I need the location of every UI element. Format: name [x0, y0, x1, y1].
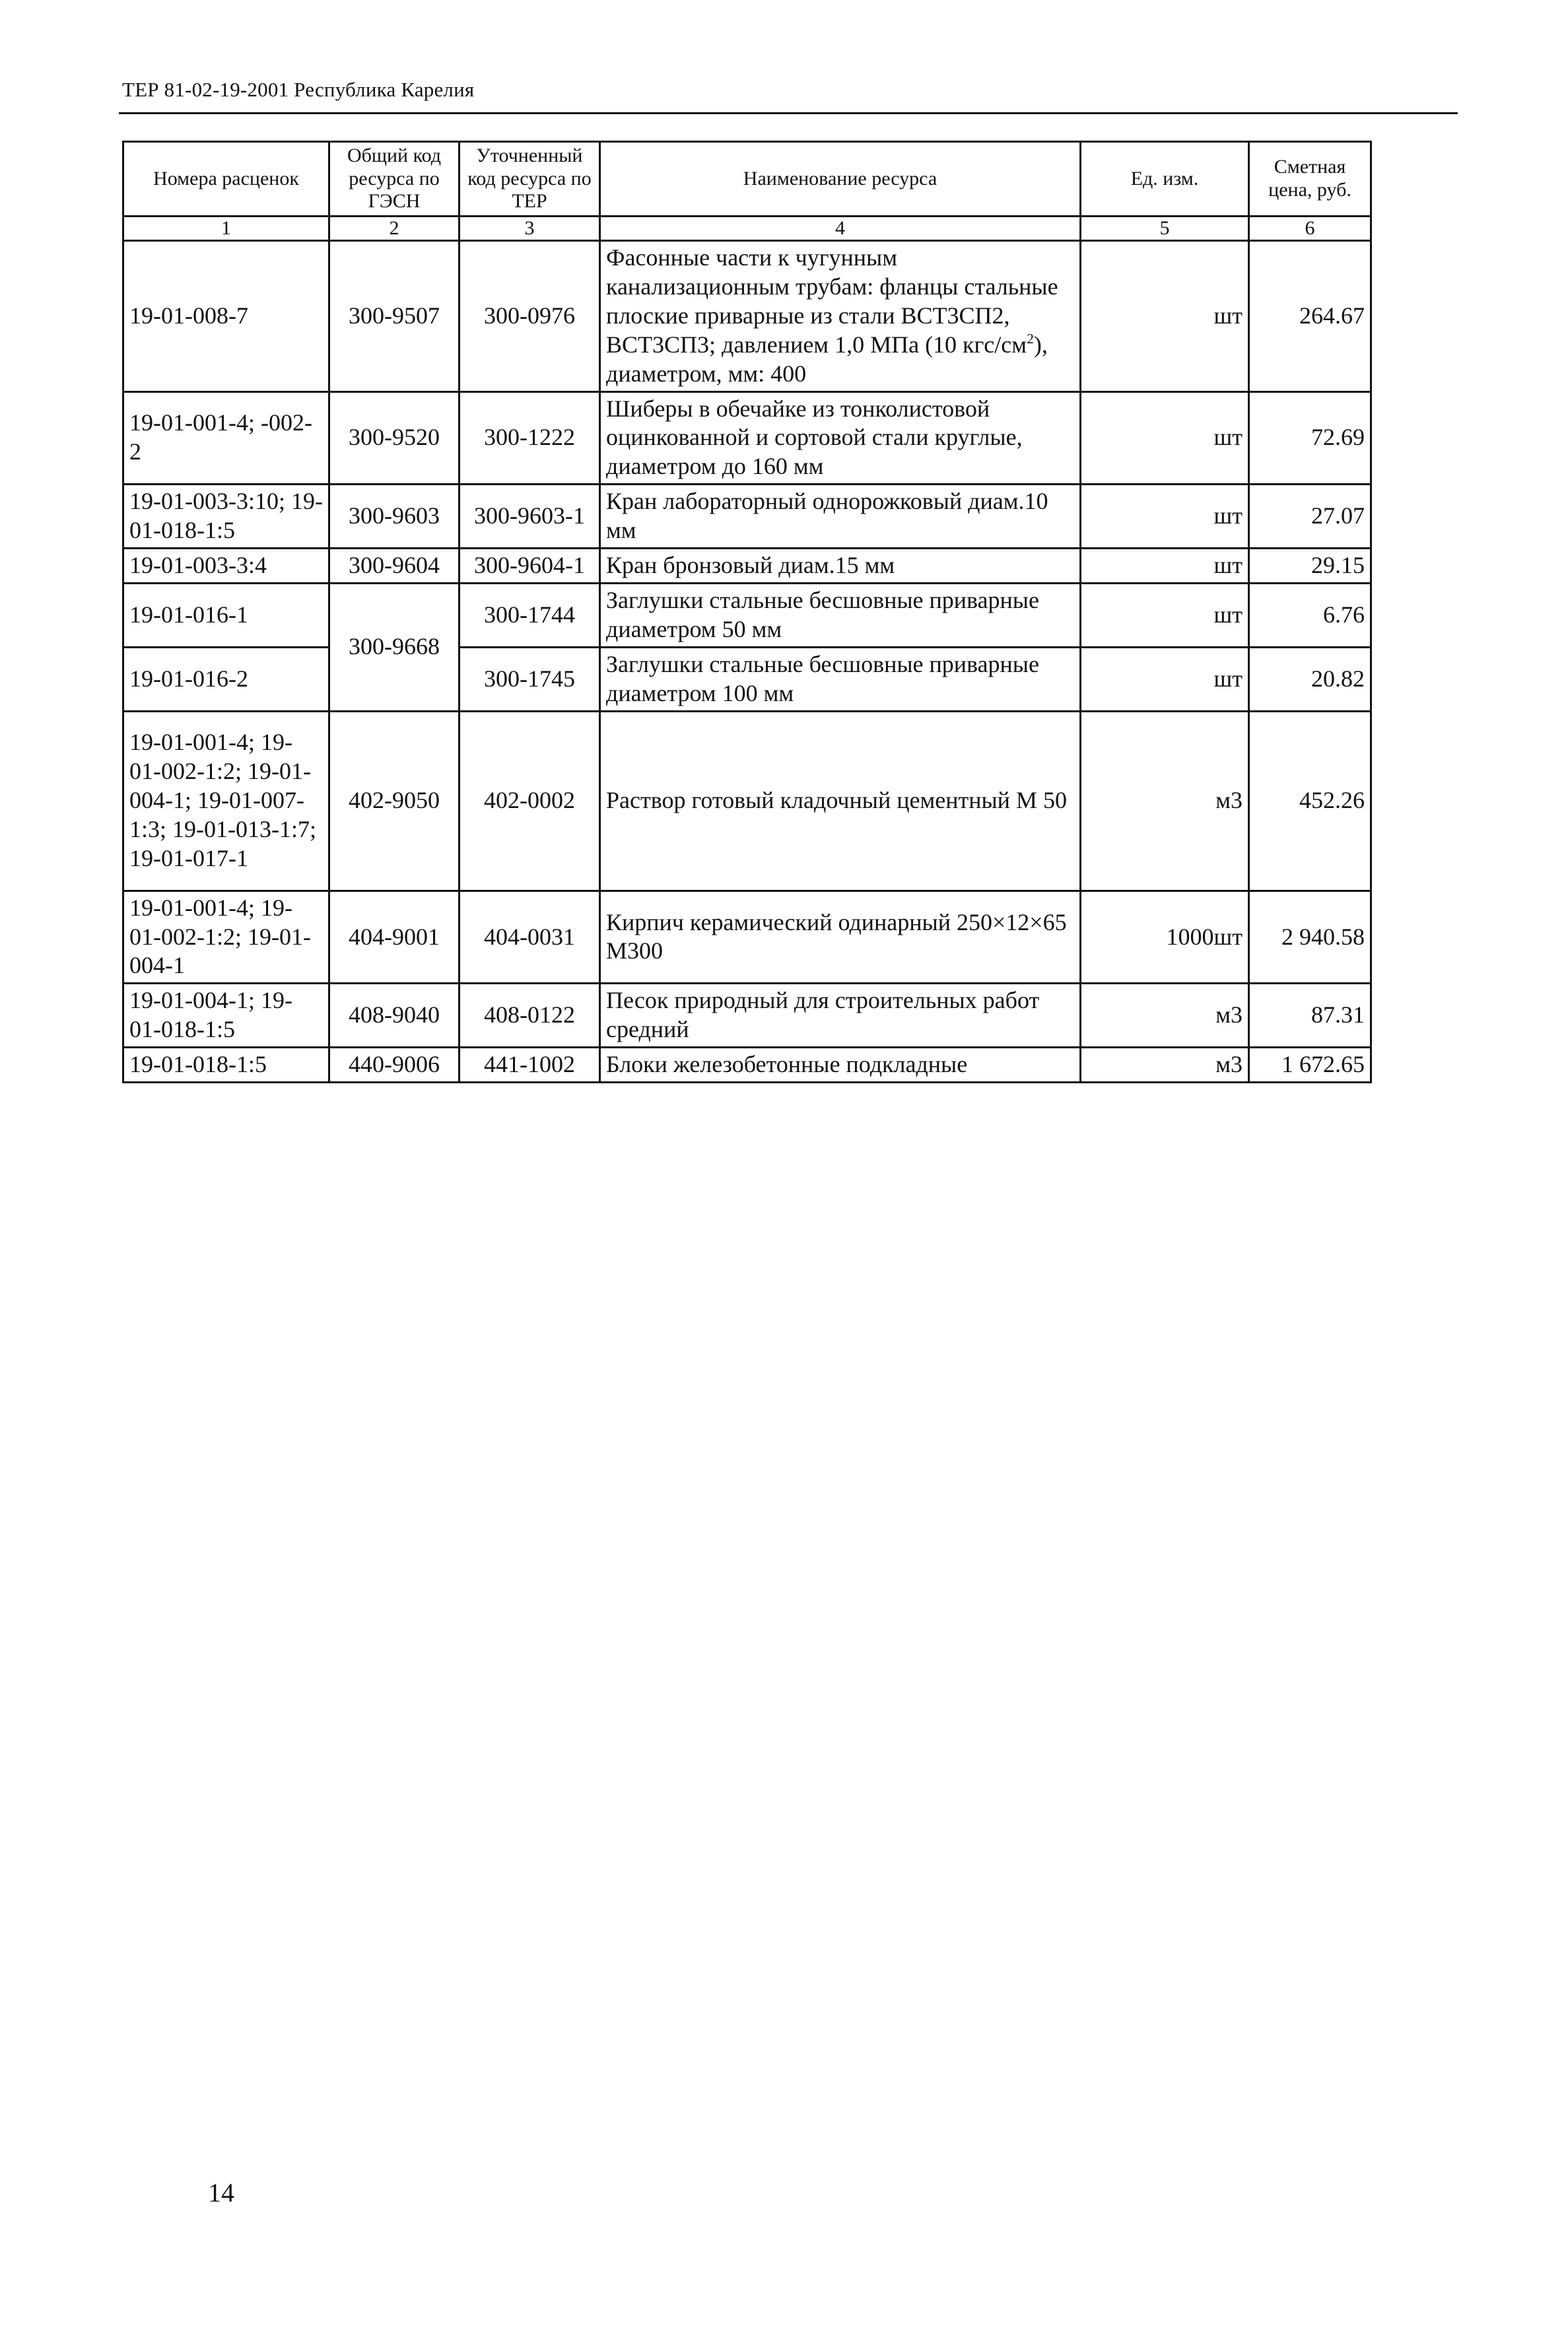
ter-code: 300-1745: [460, 647, 600, 711]
price: 1 672.65: [1249, 1048, 1371, 1083]
unit: шт: [1081, 241, 1249, 392]
table-row: [123, 1048, 1371, 1083]
rate-numbers: 19-01-008-7: [123, 241, 329, 392]
price: 452.26: [1249, 711, 1371, 891]
column-number: 1: [123, 216, 329, 241]
column-header: Ед. изм.: [1081, 142, 1249, 217]
table-row: [123, 891, 1371, 984]
column-number: 6: [1249, 216, 1371, 241]
column-header: Наименование ресурса: [600, 142, 1081, 217]
resource-name: Кирпич керамический одинарный 250×12×65 М300: [600, 891, 1081, 984]
rate-numbers: 19-01-001-4; -002-2: [123, 391, 329, 485]
price: 2 940.58: [1249, 891, 1371, 984]
resource-name: Шиберы в обечайке из тонколистовой оцинкованной и сортовой стали круглые, диаметром до 160 мм: [600, 391, 1081, 485]
resource-name: Заглушки стальные бесшовные приварные диаметром 100 мм: [600, 647, 1081, 711]
resource-name: Песок природный для строительных работ средний: [600, 984, 1081, 1048]
unit: шт: [1081, 583, 1249, 647]
gesn-code: 404-9001: [329, 891, 460, 984]
unit: м3: [1081, 1048, 1249, 1083]
column-header: Сметная цена, руб.: [1249, 142, 1371, 217]
gesn-code: 300-9604: [329, 549, 460, 584]
unit: шт: [1081, 391, 1249, 485]
column-number: 4: [600, 216, 1081, 241]
ter-code: 300-1222: [460, 391, 600, 485]
rate-numbers: 19-01-003-3:4: [123, 549, 329, 584]
table-row: [123, 984, 1371, 1048]
table-row: [123, 485, 1371, 549]
resource-name: Кран лабораторный однорожковый диам.10 мм: [600, 485, 1081, 549]
column-header: Уточненный код ресурса по ТЕР: [460, 142, 600, 217]
unit: м3: [1081, 984, 1249, 1048]
column-number: 3: [460, 216, 600, 241]
unit: 1000шт: [1081, 891, 1249, 984]
resource-name: [600, 241, 1081, 392]
resource-name: Заглушки стальные бесшовные приварные диаметром 50 мм: [600, 583, 1081, 647]
column-number-row: [123, 216, 1371, 241]
page-number: 14: [208, 2178, 234, 2208]
resource-name: Блоки железобетонные подкладные: [600, 1048, 1081, 1083]
price: 20.82: [1249, 647, 1371, 711]
price: 29.15: [1249, 549, 1371, 584]
unit: м3: [1081, 711, 1249, 891]
ter-code: 300-9603-1: [460, 485, 600, 549]
column-header: Общий код ресурса по ГЭСН: [329, 142, 460, 217]
rate-numbers: 19-01-001-4; 19-01-002-1:2; 19-01-004-1: [123, 891, 329, 984]
rate-numbers: 19-01-003-3:10; 19-01-018-1:5: [123, 485, 329, 549]
price: 87.31: [1249, 984, 1371, 1048]
rate-numbers: 19-01-016-2: [123, 647, 329, 711]
unit: шт: [1081, 647, 1249, 711]
header-rule: [119, 112, 1458, 114]
table-header-row: [123, 142, 1371, 217]
ter-code: 404-0031: [460, 891, 600, 984]
ter-code: 300-1744: [460, 583, 600, 647]
gesn-code: 408-9040: [329, 984, 460, 1048]
ter-code: 300-9604-1: [460, 549, 600, 584]
table-row: [123, 241, 1371, 392]
document-header: ТЕР 81-02-19-2001 Республика Карелия: [122, 78, 475, 101]
resource-name: Раствор готовый кладочный цементный М 50: [600, 711, 1081, 891]
gesn-code: 300-9668: [329, 583, 460, 711]
column-number: 5: [1081, 216, 1249, 241]
gesn-code: 300-9520: [329, 391, 460, 485]
ter-code: 402-0002: [460, 711, 600, 891]
gesn-code: 402-9050: [329, 711, 460, 891]
ter-code: 300-0976: [460, 241, 600, 392]
table-row: [123, 711, 1371, 891]
unit: шт: [1081, 485, 1249, 549]
table-row: [123, 583, 1371, 647]
rate-numbers: 19-01-016-1: [123, 583, 329, 647]
gesn-code: 440-9006: [329, 1048, 460, 1083]
resource-price-table: [122, 141, 1372, 1083]
table-row: [123, 549, 1371, 584]
ter-code: 441-1002: [460, 1048, 600, 1083]
table-row: [123, 647, 1371, 711]
resource-name-tail: ), диаметром, мм: 400: [606, 331, 1048, 387]
unit: шт: [1081, 549, 1249, 584]
price: 72.69: [1249, 391, 1371, 485]
rate-numbers: 19-01-004-1; 19-01-018-1:5: [123, 984, 329, 1048]
price: 264.67: [1249, 241, 1371, 392]
rate-numbers: 19-01-001-4; 19-01-002-1:2; 19-01-004-1; 19-01-007-1:3; 19-01-013-1:7; 19-01-017-1: [123, 711, 329, 891]
table-row: [123, 391, 1371, 485]
ter-code: 408-0122: [460, 984, 600, 1048]
rate-numbers: 19-01-018-1:5: [123, 1048, 329, 1083]
price: 27.07: [1249, 485, 1371, 549]
resource-name-text: Фасонные части к чугунным канализационным трубам: фланцы стальные плоские приварные из стали ВСТ3СП2, ВСТ3СП3; давлением 1,0 МПа (10 кгс/см: [606, 244, 1058, 358]
column-number: 2: [329, 216, 460, 241]
gesn-code: 300-9507: [329, 241, 460, 392]
price: 6.76: [1249, 583, 1371, 647]
superscript: 2: [1027, 330, 1034, 347]
column-header: Номера расценок: [123, 142, 329, 217]
resource-name: Кран бронзовый диам.15 мм: [600, 549, 1081, 584]
gesn-code: 300-9603: [329, 485, 460, 549]
